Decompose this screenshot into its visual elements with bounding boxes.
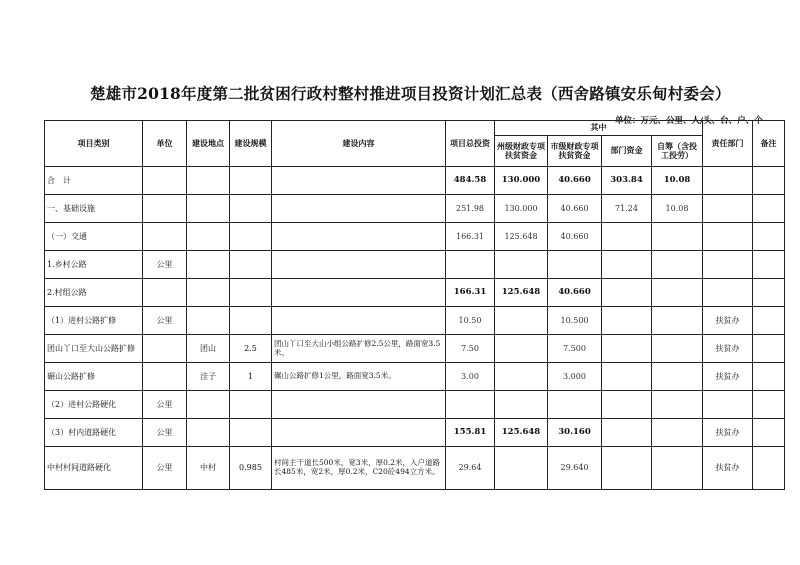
cell-category: 2.村组公路 bbox=[45, 279, 143, 307]
cell-city: 3.000 bbox=[548, 363, 602, 391]
cell-prefecture bbox=[495, 307, 548, 335]
cell-scale: 2.5 bbox=[230, 335, 272, 363]
cell-scale bbox=[230, 251, 272, 279]
cell-scale bbox=[230, 279, 272, 307]
cell-remark bbox=[753, 307, 785, 335]
cell-location bbox=[187, 279, 230, 307]
cell-content: 碾山公路扩修1公里，路面宽3.5米。 bbox=[272, 363, 446, 391]
cell-location bbox=[187, 419, 230, 447]
cell-responsible bbox=[703, 223, 753, 251]
cell-location bbox=[187, 307, 230, 335]
cell-category: 中村村间道路硬化 bbox=[45, 447, 143, 490]
cell-total bbox=[446, 251, 495, 279]
header-location: 建设地点 bbox=[187, 121, 230, 167]
cell-category: 1.乡村公路 bbox=[45, 251, 143, 279]
header-responsible: 责任部门 bbox=[703, 121, 753, 167]
cell-remark bbox=[753, 223, 785, 251]
table-row bbox=[45, 167, 785, 195]
cell-remark bbox=[753, 419, 785, 447]
cell-self bbox=[652, 279, 703, 307]
cell-responsible bbox=[703, 195, 753, 223]
cell-prefecture bbox=[495, 363, 548, 391]
cell-content bbox=[272, 195, 446, 223]
cell-total: 10.50 bbox=[446, 307, 495, 335]
cell-responsible: 扶贫办 bbox=[703, 419, 753, 447]
cell-unit bbox=[143, 195, 187, 223]
table-row bbox=[45, 363, 785, 391]
header-category: 项目类别 bbox=[45, 121, 143, 167]
table-row bbox=[45, 391, 785, 419]
cell-self bbox=[652, 363, 703, 391]
table-row bbox=[45, 447, 785, 490]
cell-content: 团山丫口至大山小组公路扩修2.5公里，路面宽3.5米。 bbox=[272, 335, 446, 363]
cell-total: 3.00 bbox=[446, 363, 495, 391]
cell-unit: 公里 bbox=[143, 251, 187, 279]
cell-city: 10.500 bbox=[548, 307, 602, 335]
cell-location bbox=[187, 195, 230, 223]
cell-remark bbox=[753, 335, 785, 363]
cell-total bbox=[446, 391, 495, 419]
cell-unit: 公里 bbox=[143, 419, 187, 447]
cell-unit: 公里 bbox=[143, 391, 187, 419]
table-row bbox=[45, 419, 785, 447]
cell-city: 40.660 bbox=[548, 195, 602, 223]
cell-dept bbox=[602, 251, 652, 279]
cell-total: 484.58 bbox=[446, 167, 495, 195]
cell-remark bbox=[753, 167, 785, 195]
cell-total: 7.50 bbox=[446, 335, 495, 363]
cell-category: （一）交通 bbox=[45, 223, 143, 251]
header-city: 市级财政专项扶贫资金 bbox=[548, 136, 602, 167]
cell-prefecture: 130.000 bbox=[495, 167, 548, 195]
cell-dept bbox=[602, 391, 652, 419]
table-row bbox=[45, 279, 785, 307]
cell-unit bbox=[143, 167, 187, 195]
cell-scale: 1 bbox=[230, 363, 272, 391]
cell-unit: 公里 bbox=[143, 307, 187, 335]
cell-prefecture: 125.648 bbox=[495, 279, 548, 307]
cell-content bbox=[272, 279, 446, 307]
cell-content bbox=[272, 419, 446, 447]
cell-unit bbox=[143, 363, 187, 391]
header-remark: 备注 bbox=[753, 121, 785, 167]
cell-dept bbox=[602, 419, 652, 447]
cell-location: 洼子 bbox=[187, 363, 230, 391]
cell-remark bbox=[753, 391, 785, 419]
cell-remark bbox=[753, 363, 785, 391]
header-unit: 单位 bbox=[143, 121, 187, 167]
cell-responsible bbox=[703, 167, 753, 195]
cell-content bbox=[272, 251, 446, 279]
cell-scale bbox=[230, 167, 272, 195]
header-content: 建设内容 bbox=[272, 121, 446, 167]
header-among: 其中 bbox=[495, 121, 703, 136]
cell-content bbox=[272, 391, 446, 419]
cell-scale: 0.985 bbox=[230, 447, 272, 490]
cell-location bbox=[187, 391, 230, 419]
cell-content bbox=[272, 307, 446, 335]
header-self: 自筹（含投工投劳） bbox=[652, 136, 703, 167]
cell-city: 30.160 bbox=[548, 419, 602, 447]
cell-total: 166.31 bbox=[446, 279, 495, 307]
cell-city bbox=[548, 391, 602, 419]
cell-responsible bbox=[703, 391, 753, 419]
cell-dept bbox=[602, 279, 652, 307]
cell-unit bbox=[143, 279, 187, 307]
cell-responsible: 扶贫办 bbox=[703, 447, 753, 490]
header-dept: 部门资金 bbox=[602, 136, 652, 167]
cell-scale bbox=[230, 419, 272, 447]
cell-responsible: 扶贫办 bbox=[703, 307, 753, 335]
cell-responsible: 扶贫办 bbox=[703, 335, 753, 363]
table-row bbox=[45, 223, 785, 251]
cell-city: 29.640 bbox=[548, 447, 602, 490]
cell-total: 29.64 bbox=[446, 447, 495, 490]
table-row bbox=[45, 195, 785, 223]
cell-self: 10.08 bbox=[652, 167, 703, 195]
cell-category: 合 计 bbox=[45, 167, 143, 195]
cell-remark bbox=[753, 251, 785, 279]
table-row bbox=[45, 307, 785, 335]
cell-total: 251.98 bbox=[446, 195, 495, 223]
cell-city bbox=[548, 251, 602, 279]
cell-location bbox=[187, 167, 230, 195]
cell-dept bbox=[602, 447, 652, 490]
cell-dept bbox=[602, 223, 652, 251]
cell-content bbox=[272, 167, 446, 195]
cell-location: 中村 bbox=[187, 447, 230, 490]
cell-dept bbox=[602, 363, 652, 391]
cell-category: 碾山公路扩修 bbox=[45, 363, 143, 391]
page-title: 楚雄市2018年度第二批贫困行政村整村推进项目投资计划汇总表（西舍路镇安乐甸村委会） bbox=[90, 84, 731, 103]
cell-location bbox=[187, 251, 230, 279]
cell-prefecture bbox=[495, 251, 548, 279]
cell-category: 一、基础设施 bbox=[45, 195, 143, 223]
cell-self bbox=[652, 447, 703, 490]
cell-prefecture: 130.000 bbox=[495, 195, 548, 223]
cell-prefecture: 125.648 bbox=[495, 223, 548, 251]
cell-dept bbox=[602, 335, 652, 363]
cell-unit bbox=[143, 335, 187, 363]
cell-content bbox=[272, 223, 446, 251]
header-total: 项目总投资 bbox=[446, 121, 495, 167]
cell-prefecture bbox=[495, 447, 548, 490]
cell-remark bbox=[753, 447, 785, 490]
table-row bbox=[45, 335, 785, 363]
cell-city: 40.660 bbox=[548, 279, 602, 307]
cell-responsible: 扶贫办 bbox=[703, 363, 753, 391]
table-row bbox=[45, 251, 785, 279]
cell-scale bbox=[230, 391, 272, 419]
cell-category: 团山丫口至大山公路扩修 bbox=[45, 335, 143, 363]
cell-self bbox=[652, 223, 703, 251]
cell-unit bbox=[143, 223, 187, 251]
cell-category: （3）村内道路硬化 bbox=[45, 419, 143, 447]
cell-location: 团山 bbox=[187, 335, 230, 363]
cell-city: 40.660 bbox=[548, 223, 602, 251]
unit-note: 单位：万元、公里、人/头、台、户、个 bbox=[615, 116, 763, 126]
cell-prefecture bbox=[495, 335, 548, 363]
cell-prefecture: 125.648 bbox=[495, 419, 548, 447]
header-prefecture: 州级财政专项扶贫资金 bbox=[495, 136, 548, 167]
cell-self bbox=[652, 251, 703, 279]
cell-total: 166.31 bbox=[446, 223, 495, 251]
cell-city: 40.660 bbox=[548, 167, 602, 195]
cell-scale bbox=[230, 223, 272, 251]
investment-table bbox=[44, 120, 785, 490]
cell-remark bbox=[753, 195, 785, 223]
cell-self bbox=[652, 307, 703, 335]
cell-self bbox=[652, 335, 703, 363]
cell-category: （2）进村公路硬化 bbox=[45, 391, 143, 419]
cell-dept: 303.84 bbox=[602, 167, 652, 195]
cell-self: 10.08 bbox=[652, 195, 703, 223]
cell-dept bbox=[602, 307, 652, 335]
cell-scale bbox=[230, 307, 272, 335]
cell-city: 7.500 bbox=[548, 335, 602, 363]
cell-prefecture bbox=[495, 391, 548, 419]
cell-category: （1）进村公路扩修 bbox=[45, 307, 143, 335]
cell-unit: 公里 bbox=[143, 447, 187, 490]
cell-self bbox=[652, 391, 703, 419]
cell-content: 村间主干道长500米，宽3米，厚0.2米，入户道路长485米，宽2米，厚0.2米，C20砼494立方米。 bbox=[272, 447, 446, 490]
cell-responsible bbox=[703, 251, 753, 279]
cell-scale bbox=[230, 195, 272, 223]
cell-total: 155.81 bbox=[446, 419, 495, 447]
cell-responsible bbox=[703, 279, 753, 307]
cell-remark bbox=[753, 279, 785, 307]
cell-location bbox=[187, 223, 230, 251]
cell-dept: 71.24 bbox=[602, 195, 652, 223]
header-scale: 建设规模 bbox=[230, 121, 272, 167]
cell-self bbox=[652, 419, 703, 447]
